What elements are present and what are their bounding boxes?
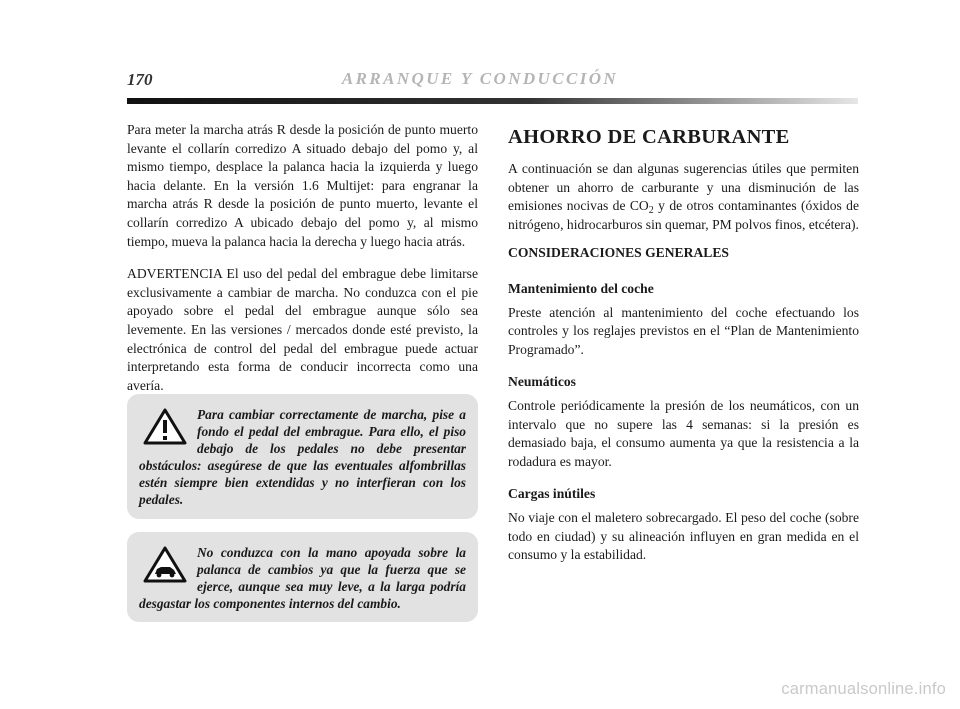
car-warning-triangle-icon <box>143 546 187 584</box>
clutch-warning-paragraph: ADVERTENCIA El uso del pedal del embrague debe limitarse exclusivamente a cambiar de marcha. No conduzca con el pie apoyado sobre el pedal del embrague aunque sólo sea levemente. En las versiones / mercados donde esté previsto, la electrónica de control del pedal del embrague puede actuar interpretando esta forma de conducir incorrecta como una avería. <box>127 266 478 393</box>
reverse-gear-paragraph: Para meter la marcha atrás R desde la posición de punto muerto levante el collarín corredizo A situado debajo del pomo y, al mismo tiempo, desplace la palanca hacia la izquierda y luego hacia delante. En la versión 1.6 Multijet: para engranar la marcha atrás R desde la posición de punto muerto, levante el collarín corredizo A ubicado debajo del pomo y, al mismo tiempo, mueva la palanca hacia la derecha y luego hacia atrás. <box>127 122 478 249</box>
general-considerations-heading: CONSIDERACIONES GENERALES <box>508 245 729 261</box>
section-useless-loads <box>508 485 859 564</box>
fuel-saving-intro <box>508 160 859 234</box>
warning-triangle-icon <box>143 408 187 446</box>
section-maintenance <box>508 280 859 359</box>
right-column <box>508 121 859 579</box>
maintenance-text: Preste atención al mantenimiento del coche efectuando los controles y los reglajes previstos en el “Plan de Mantenimiento Programado”. <box>508 304 859 357</box>
tyres-text: Controle periódicamente la presión de los neumáticos, con un intervalo que no supere las 4 semanas: si la presión es demasiado baja, el consumo aumenta ya que la resistencia a la rodadura es mayor. <box>508 397 859 469</box>
maintenance-heading: Mantenimiento del coche <box>508 280 654 296</box>
fuel-saving-heading: AHORRO DE CARBURANTE <box>508 126 790 148</box>
header-rule <box>127 98 858 104</box>
section-title: ARRANQUE Y CONDUCCIÓN <box>341 69 619 88</box>
left-column <box>127 121 478 409</box>
section-tyres <box>508 373 859 471</box>
intro-text-start: A continuación se dan algunas sugerencias útiles que permiten obtener un ahorro de carburante y una disminución de las emisiones nocivas de CO <box>508 161 859 214</box>
tyres-heading: Neumáticos <box>508 374 576 390</box>
useless-loads-text: No viaje con el maletero sobrecargado. El peso del coche (sobre todo en ciudad) y su alineación influyen en gran medida en el consumo y la estabilidad. <box>508 509 859 563</box>
warning-text-gear-lever: No conduzca con la mano apoyada sobre la palanca de cambios ya que la fuerza que se ejerce, aunque sea muy leve, a la larga podría desgastar los componentes internos del cambio. <box>139 545 466 611</box>
useless-loads-heading: Cargas inútiles <box>508 486 596 502</box>
warning-box-gear-lever <box>127 532 478 622</box>
intro-text-end: y de otros contaminantes (óxidos de nitrógeno, hidrocarburos sin quemar, PM polvos finos, etcétera). <box>508 198 859 232</box>
page-number: 170 <box>127 70 153 89</box>
co2-subscript: 2 <box>648 205 654 217</box>
watermark: carmanualsonline.info <box>781 680 946 698</box>
warning-box-clutch <box>127 394 478 519</box>
warning-text-clutch: Para cambiar correctamente de marcha, pise a fondo el pedal del embrague. Para ello, el piso debajo de los pedales no debe presentar obstáculos: asegúrese de que las eventuales alfombrillas estén siempre bien extendidas y no interfieran con los pedales. <box>139 407 466 507</box>
